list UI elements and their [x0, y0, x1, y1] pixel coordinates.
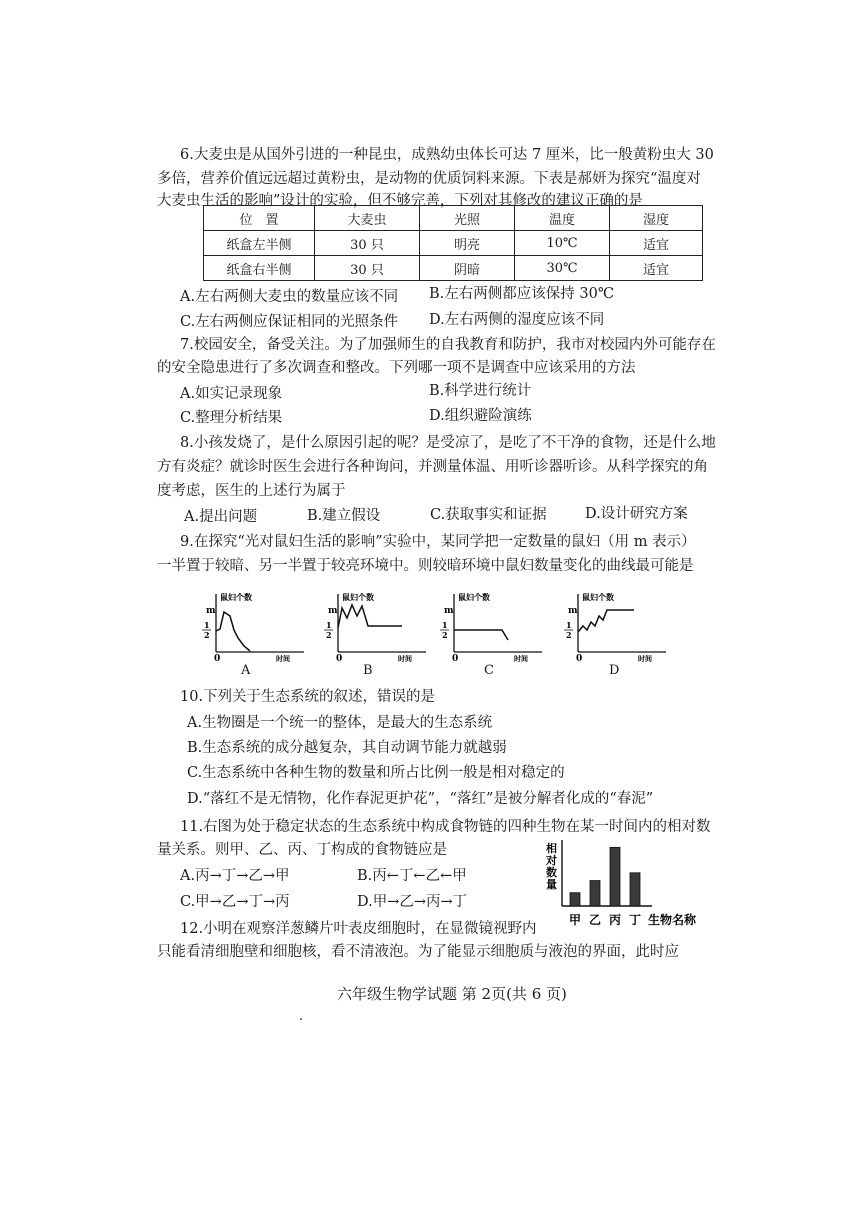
table-header-cell: 大麦虫	[315, 206, 420, 231]
table-cell: 纸盒右半侧	[204, 256, 315, 281]
tick-label-丙: 丙	[609, 913, 622, 927]
table-cell: 30 只	[315, 231, 420, 256]
curve-d	[578, 610, 634, 632]
graph-m-label: m	[444, 606, 454, 616]
graph-xlabel: 时间	[638, 654, 652, 662]
table-cell: 适宜	[610, 231, 703, 256]
q11-option-d: D.甲→乙→丙→丁	[357, 894, 468, 910]
graph-m-label: m	[568, 606, 578, 616]
food-chain-bar-chart	[540, 838, 700, 930]
q10-line1: 10.下列关于生态系统的叙述，错误的是	[180, 689, 436, 705]
q7-option-a: A.如实记录现象	[180, 386, 283, 402]
table-cell: 30 只	[315, 256, 420, 281]
chart-ylabel-char: 对	[546, 854, 557, 867]
q8-line3: 度考虑，医生的上述行为属于	[157, 483, 346, 499]
q8-option-c: C.获取事实和证据	[430, 507, 547, 523]
bar-乙	[590, 881, 600, 906]
bar-丁	[630, 873, 640, 906]
q9-line2: 一半置于较暗、另一半置于较亮环境中。则较暗环境中鼠妇数量变化的曲线最可能是	[157, 558, 694, 574]
table-row	[204, 256, 703, 281]
table-header-row	[204, 206, 703, 231]
graph-origin: 0	[214, 654, 221, 662]
q8-option-a: A.提出问题	[184, 509, 258, 525]
q10-option-d: D.“落红不是无情物，化作春泥更护花”，“落红”是被分解者化成的“春泥”	[187, 791, 654, 807]
q8-line2: 方有炎症？就诊时医生会进行各种询问，并测量体温、用听诊器听诊。从科学探究的角	[157, 459, 708, 475]
graph-m-label: m	[206, 606, 216, 616]
graph-origin: 0	[576, 654, 583, 662]
chart-ylabel-char: 数	[546, 866, 557, 879]
bar-丙	[610, 847, 620, 906]
q10-option-c: C.生态系统中各种生物的数量和所占比例一般是相对稳定的	[187, 765, 565, 781]
graph-half-den: 2	[566, 630, 572, 640]
q12-line1: 12.小明在观察洋葱鳞片叶表皮细胞时，在显微镜视野内	[180, 921, 537, 937]
graph-half-num: 1	[326, 620, 332, 630]
q6-line2: 多倍，营养价值远远超过黄粉虫，是动物的优质饲料来源。下表是郝妍为探究“温度对	[157, 171, 701, 187]
table-header-cell: 温度	[515, 206, 610, 231]
q10-option-a: A.生物圈是一个统一的整体，是最大的生态系统	[187, 715, 493, 731]
graph-ylabel: 鼠妇个数	[342, 592, 374, 602]
q6-option-c: C.左右两侧应保证相同的光照条件	[180, 314, 399, 330]
graph-half-num: 1	[442, 620, 448, 630]
graph-xlabel: 时间	[276, 654, 290, 662]
chart-bars	[570, 847, 640, 906]
graph-half-num: 1	[204, 620, 210, 630]
table-header-cell: 位 置	[204, 206, 315, 231]
q8-option-b: B.建立假设	[307, 508, 381, 524]
chart-xlabel: 生物名称	[648, 913, 697, 927]
graph-ylabel: 鼠妇个数	[582, 592, 614, 602]
q6-option-b: B.左右两侧都应该保持 30℃	[429, 286, 615, 302]
q7-line1: 7.校园安全，备受关注。为了加强师生的自我教育和防护，我市对校园内外可能存在	[180, 337, 716, 353]
table-cell: 纸盒左半侧	[204, 231, 315, 256]
scan-speck	[300, 1018, 302, 1020]
table-cell: 明亮	[420, 231, 515, 256]
graph-ylabel: 鼠妇个数	[458, 592, 490, 602]
q6-line1: 6.大麦虫是从国外引进的一种昆虫，成熟幼虫体长可达 7 厘米，比一般黄粉虫大 30	[180, 147, 714, 163]
graph-d	[558, 590, 670, 662]
table-header-cell: 光照	[420, 206, 515, 231]
chart-ylabel-char: 量	[546, 878, 557, 891]
graph-half-den: 2	[204, 630, 210, 640]
q10-option-b: B.生态系统的成分越复杂，其自动调节能力就越弱	[187, 740, 507, 756]
q9-line1: 9.在探究“光对鼠妇生活的影响”实验中，某同学把一定数量的鼠妇（用 m 表示）	[180, 534, 696, 550]
tick-label-甲: 甲	[569, 913, 582, 927]
graph-caption: D	[609, 663, 620, 678]
graph-half-num: 1	[566, 620, 572, 630]
graph-origin: 0	[452, 654, 459, 662]
q6-option-d: D.左右两侧的湿度应该不同	[429, 312, 605, 328]
table-header-cell: 湿度	[610, 206, 703, 231]
tick-label-丁: 丁	[629, 913, 642, 927]
table-cell: 适宜	[610, 256, 703, 281]
q7-line2: 的安全隐患进行了多次调查和整改。下列哪一项不是调查中应该采用的方法	[157, 360, 636, 376]
page-footer: 六年级生物学试题 第 2页(共 6 页)	[337, 985, 567, 1003]
graph-a	[196, 590, 308, 662]
curve-b	[338, 605, 402, 628]
q8-line1: 8.小孩发烧了，是什么原因引起的呢？是受凉了，是吃了不干净的食物，还是什么地	[180, 435, 716, 451]
graph-caption: C	[484, 663, 494, 678]
q11-option-c: C.甲→乙→丁→丙	[180, 894, 290, 910]
tick-label-乙: 乙	[589, 913, 602, 927]
q12-line2: 只能看清细胞壁和细胞核，看不清液泡。为了能显示细胞质与液泡的界面，此时应	[157, 944, 679, 960]
table-cell: 30℃	[515, 256, 610, 281]
graph-m-label: m	[328, 606, 338, 616]
q6-option-a: A.左右两侧大麦虫的数量应该不同	[180, 289, 399, 305]
q8-option-d: D.设计研究方案	[585, 506, 688, 522]
table-cell: 10℃	[515, 231, 610, 256]
graph-caption: B	[363, 663, 373, 678]
graph-b	[318, 590, 430, 662]
graph-c	[434, 590, 546, 662]
q7-option-c: C.整理分析结果	[180, 410, 283, 426]
table-row	[204, 231, 703, 256]
q7-option-d: D.组织避险演练	[429, 408, 532, 424]
graph-half-den: 2	[442, 630, 448, 640]
curve-c	[454, 630, 508, 640]
graph-half-den: 2	[326, 630, 332, 640]
q11-line2: 量关系。则甲、乙、丙、丁构成的食物链应是	[157, 842, 447, 858]
q11-option-b: B.丙←丁←乙←甲	[357, 868, 467, 884]
chart-tick-labels	[569, 912, 641, 927]
q11-option-a: A.丙→丁→乙→甲	[180, 868, 290, 884]
q6-line3: 大麦虫生活的影响”设计的实验，但不够完善，下列对其修改的建议正确的是	[157, 193, 643, 209]
graph-xlabel: 时间	[514, 654, 528, 662]
graph-xlabel: 时间	[398, 654, 412, 662]
bar-甲	[570, 893, 580, 906]
graph-caption: A	[241, 663, 251, 678]
experiment-table	[203, 205, 703, 281]
graph-ylabel: 鼠妇个数	[220, 592, 252, 602]
q7-option-b: B.科学进行统计	[429, 383, 532, 399]
q11-line1: 11.右图为处于稳定状态的生态系统中构成食物链的四种生物在某一时间内的相对数	[180, 819, 711, 835]
graph-origin: 0	[336, 654, 343, 662]
chart-ylabel-char: 相	[546, 842, 557, 855]
table-cell: 阴暗	[420, 256, 515, 281]
curve-a	[216, 612, 250, 651]
